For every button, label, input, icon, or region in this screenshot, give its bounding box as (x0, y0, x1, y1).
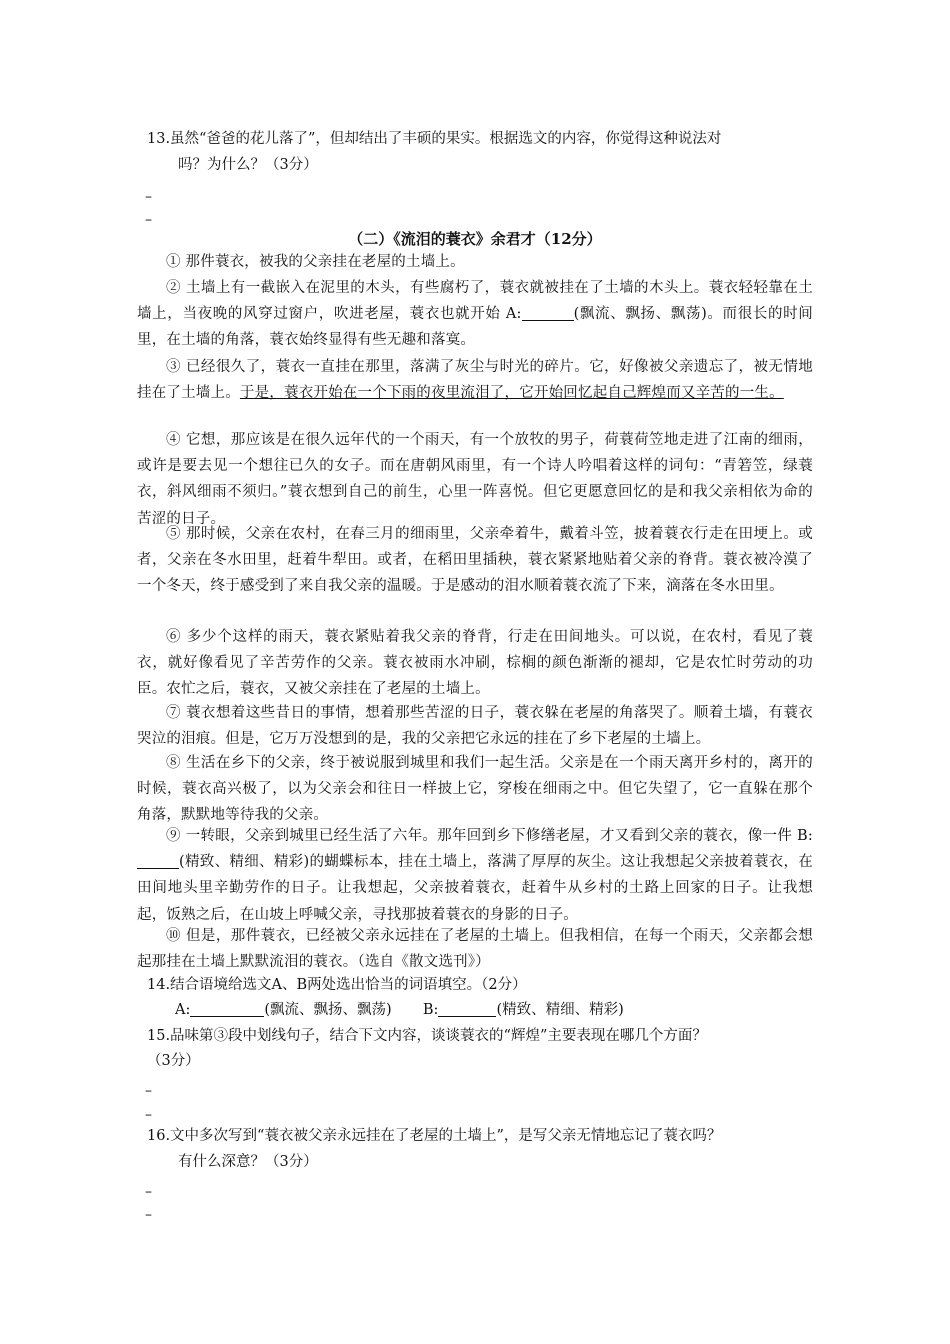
question-13-line2: 吗？为什么？（3分） (178, 157, 318, 173)
paragraph-9-text: ⑨ 一转眼，父亲到城里已经生活了六年。那年回到乡下修缮老屋，才又看到父亲的蓑衣，像一件 B: (166, 828, 813, 844)
blank-b (137, 852, 179, 869)
answer-line: – (145, 212, 152, 228)
answer-line: – (145, 1083, 152, 1099)
question-16-line1: 16.文中多次写到“蓑衣被父亲永远挂在了老屋的土墙上”，是写父亲无情地忘记了蓑衣吗？ (147, 1128, 722, 1144)
paragraph-3-underlined-sentence: 于是，蓑衣开始在一个下雨的夜里流泪了，它开始回忆起自己辉煌而又辛苦的一生。 (239, 385, 784, 402)
answer-b-blank[interactable] (438, 1000, 496, 1017)
section-title: （二）《流泪的蓑衣》余君才（12分） (348, 230, 602, 248)
answer-line: – (145, 1184, 152, 1200)
paragraph-6: ⑥ 多少个这样的雨天，蓑衣紧贴着我父亲的脊背，行走在田间地头。可以说，在农村，看见了蓑衣，就好像看见了辛苦劳作的父亲。蓑衣被雨水冲刷，棕榈的颜色渐渐的褪却，它是农忙时劳动的功臣。农忙之后，蓑衣，又被父亲挂在了老屋的土墙上。 (137, 629, 813, 698)
question-13-line1: 13.虽然“爸爸的花儿落了”，但却结出了丰硕的果实。根据选文的内容，你觉得这种说法对 (147, 131, 722, 147)
answer-line: – (145, 189, 152, 205)
question-15-line1: 15.品味第③段中划线句子，结合下文内容，谈谈蓑衣的“辉煌”主要表现在哪几个方面？ (147, 1028, 707, 1044)
paragraph-9-text-cont: (精致、精细、精彩)的蝴蝶标本，挂在土墙上，落满了厚厚的灰尘。这让我想起父亲披着蓑衣，在田间地头里辛勤劳作的日子。让我想起，父亲披着蓑衣，赶着牛从乡村的土路上回家的日子。让我想起，饭熟之后，在山坡上呼喊父亲，寻找那披着蓑衣的身影的日子。 (137, 854, 813, 923)
question-15-line2: （3分） (147, 1053, 200, 1069)
paragraph-3 (137, 354, 813, 406)
paragraph-2 (137, 275, 813, 354)
paragraph-1: ① 那件蓑衣，被我的父亲挂在老屋的土墙上。 (166, 254, 465, 270)
paragraph-4: ④ 它想，那应该是在很久远年代的一个雨天，有一个放牧的男子，荷蓑荷笠地走进了江南的细雨，或许是要去见一个想往已久的女子。而在唐朝风雨里，有一个诗人吟唱着这样的词句：“青箬笠，绿蓑衣，斜风细雨不须归。”蓑衣想到自己的前生，心里一阵喜悦。但它更愿意回忆的是和我父亲相依为命的苦涩的日子。 (137, 432, 813, 527)
answer-a-blank[interactable] (190, 1000, 264, 1017)
paragraph-9 (137, 823, 813, 928)
answer-a-options: (飘流、飘扬、飘荡) (264, 1002, 392, 1018)
question-14: 14.结合语境给选文A、B两处选出恰当的词语填空。（2分） (147, 977, 527, 993)
paragraph-7: ⑦ 蓑衣想着这些昔日的事情，想着那些苦涩的日子，蓑衣躲在老屋的角落哭了。顺着土墙，有蓑衣哭泣的泪痕。但是，它万万没想到的是，我的父亲把它永远的挂在了乡下老屋的土墙上。 (137, 705, 813, 748)
question-14-answers (175, 997, 624, 1023)
paragraph-5: ⑤ 那时候，父亲在农村，在春三月的细雨里，父亲牵着牛，戴着斗笠，披着蓑衣行走在田埂上。或者，父亲在冬水田里，赶着牛犁田。或者，在稻田里插秧，蓑衣紧紧地贴着父亲的脊背。蓑衣被冷漠了一个冬天，终于感受到了来自我父亲的温暖。于是感动的泪水顺着蓑衣流了下来，滴落在冬水田里。 (137, 526, 813, 595)
answer-b-options: (精致、精细、精彩) (496, 1002, 624, 1018)
answer-a-label: A: (175, 1002, 191, 1018)
answer-b-label: B: (422, 1002, 439, 1018)
paragraph-2-text: ② 土墙上有一截嵌入在泥里的木头，有些腐朽了，蓑衣就被挂在了土墙的木头上。蓑衣轻轻靠在土墙上，当夜晚的风穿过窗户，吹进老屋，蓑衣也就开始 A: (137, 280, 813, 323)
question-16-line2: 有什么深意？（3分） (178, 1154, 318, 1170)
paragraph-2-text-cont: (飘流、飘扬、飘荡)。而很长的时间里，在土墙的角落，蓑衣始终显得有些无趣和落寞。 (137, 306, 813, 349)
paragraph-10: ⑩ 但是，那件蓑衣，已经被父亲永远挂在了老屋的土墙上。但我相信，在每一个雨天，父亲都会想起那挂在土墙上默默流泪的蓑衣。（选自《散文选刊》） (137, 928, 813, 971)
answer-line: – (145, 1207, 152, 1223)
paragraph-3-text: ③ 已经很久了，蓑衣一直挂在那里，落满了灰尘与时光的碎片。它，好像被父亲遗忘了，被无情地挂在了土墙上。 (137, 359, 813, 402)
answer-line: – (145, 1107, 152, 1123)
blank-a (522, 304, 574, 321)
paragraph-8: ⑧ 生活在乡下的父亲，终于被说服到城里和我们一起生活。父亲是在一个雨天离开乡村的，离开的时候，蓑衣高兴极了，以为父亲会和往日一样披上它，穿梭在细雨之中。但它失望了，它一直躲在那个角落，默默地等待我的父亲。 (137, 755, 813, 824)
